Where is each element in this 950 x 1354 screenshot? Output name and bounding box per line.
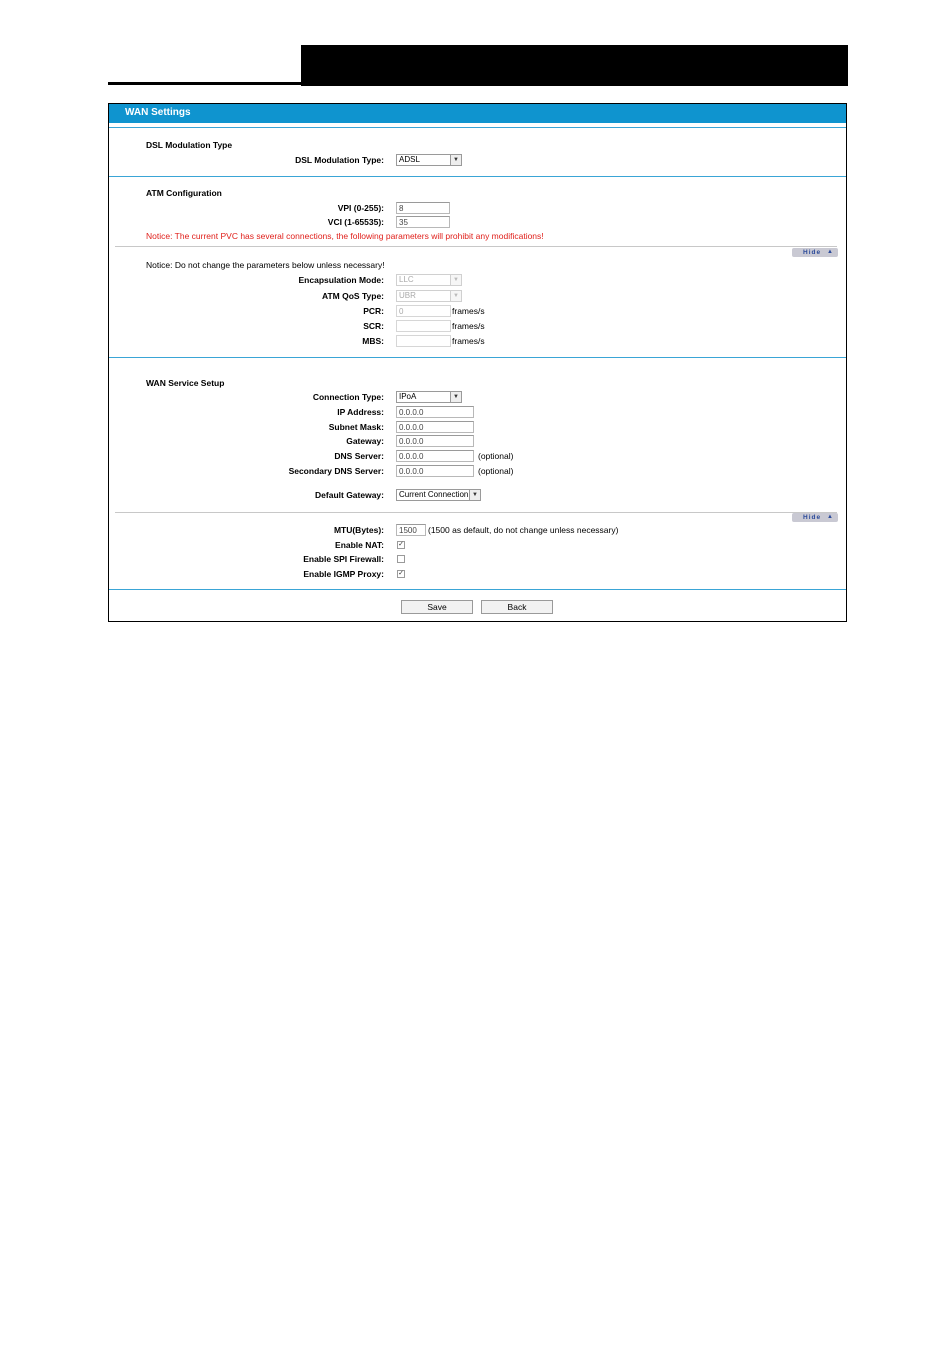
- default-gateway-label: Default Gateway:: [315, 490, 384, 500]
- enable-nat-checkbox[interactable]: [397, 541, 405, 549]
- title-rule: [109, 127, 846, 128]
- pcr-input[interactable]: 0: [396, 305, 451, 317]
- subnet-mask-label: Subnet Mask:: [328, 422, 384, 432]
- atm-qos-value: UBR: [399, 291, 416, 300]
- encapsulation-value: LLC: [399, 275, 414, 284]
- save-button[interactable]: Save: [401, 600, 473, 614]
- connection-type-select[interactable]: [396, 391, 462, 403]
- encapsulation-label: Encapsulation Mode:: [298, 275, 384, 285]
- enable-nat-label: Enable NAT:: [335, 540, 384, 550]
- dsl-modulation-value: ADSL: [399, 155, 420, 164]
- vpi-input[interactable]: 8: [396, 202, 450, 214]
- subsection-separator: [115, 246, 837, 247]
- subsection-separator: [115, 512, 837, 513]
- chevron-up-icon: ▲: [827, 514, 833, 520]
- chevron-down-icon: ▼: [469, 490, 480, 500]
- subnet-mask-input[interactable]: 0.0.0.0: [396, 421, 474, 433]
- atm-qos-label: ATM QoS Type:: [321, 291, 384, 301]
- panel-title: WAN Settings: [109, 104, 846, 123]
- header-bar: [301, 45, 848, 86]
- pcr-unit: frames/s: [452, 306, 485, 316]
- mtu-input[interactable]: 1500: [396, 524, 426, 536]
- secondary-dns-optional-text: (optional): [478, 466, 514, 476]
- atm-section-title: ATM Configuration: [146, 188, 222, 198]
- dsl-modulation-select[interactable]: [396, 154, 462, 166]
- dns-optional-text: (optional): [478, 451, 514, 461]
- checkmark-icon: ✓: [398, 570, 404, 577]
- connection-type-label: Connection Type:: [312, 392, 384, 402]
- gateway-label: Gateway:: [346, 436, 384, 446]
- section-separator: [109, 589, 846, 590]
- enable-igmp-proxy-checkbox[interactable]: [397, 570, 405, 578]
- connection-type-value: IPoA: [399, 392, 417, 401]
- chevron-down-icon: ▼: [450, 275, 461, 285]
- back-button[interactable]: Back: [481, 600, 553, 614]
- pvc-notice: Notice: The current PVC has several connections, the following parameters will prohibit any modifications!: [146, 231, 544, 241]
- vci-input[interactable]: 35: [396, 216, 450, 228]
- vpi-label: VPI (0-255):: [337, 203, 384, 213]
- gateway-input[interactable]: 0.0.0.0: [396, 435, 474, 447]
- hide-button-label: Hide: [803, 514, 822, 521]
- default-gateway-select[interactable]: [396, 489, 481, 501]
- chevron-down-icon: ▼: [450, 392, 461, 402]
- hide-wan-advanced-button[interactable]: [792, 513, 838, 522]
- hide-button-label: Hide: [803, 249, 822, 256]
- dsl-section-title: DSL Modulation Type: [146, 140, 233, 150]
- scr-label: SCR:: [363, 321, 384, 331]
- chevron-down-icon: ▼: [450, 291, 461, 301]
- ip-address-input[interactable]: 0.0.0.0: [396, 406, 474, 418]
- mbs-unit: frames/s: [452, 336, 485, 346]
- hide-atm-advanced-button[interactable]: [792, 248, 838, 257]
- chevron-down-icon: ▼: [450, 155, 461, 165]
- parameters-notice: Notice: Do not change the parameters below unless necessary!: [146, 260, 385, 270]
- scr-input[interactable]: [396, 320, 451, 332]
- section-separator: [109, 357, 846, 358]
- wan-section-title: WAN Service Setup: [146, 378, 225, 388]
- enable-spi-firewall-label: Enable SPI Firewall:: [303, 554, 384, 564]
- pcr-label: PCR:: [363, 306, 384, 316]
- wan-settings-panel: [108, 103, 847, 622]
- default-gateway-value: Current Connection: [399, 490, 469, 499]
- mbs-label: MBS:: [362, 336, 384, 346]
- ip-address-label: IP Address:: [337, 407, 384, 417]
- atm-qos-select[interactable]: [396, 290, 462, 302]
- dns-server-label: DNS Server:: [334, 451, 384, 461]
- vci-label: VCI (1-65535):: [327, 217, 384, 227]
- enable-igmp-proxy-label: Enable IGMP Proxy:: [303, 569, 384, 579]
- checkmark-icon: ✓: [398, 541, 404, 548]
- dsl-modulation-label: DSL Modulation Type:: [295, 155, 384, 165]
- secondary-dns-label: Secondary DNS Server:: [288, 466, 384, 476]
- mtu-hint: (1500 as default, do not change unless necessary): [428, 525, 619, 535]
- mtu-label: MTU(Bytes):: [333, 525, 384, 535]
- scr-unit: frames/s: [452, 321, 485, 331]
- header-underline: [108, 82, 302, 85]
- encapsulation-select[interactable]: [396, 274, 462, 286]
- mbs-input[interactable]: [396, 335, 451, 347]
- enable-spi-firewall-checkbox[interactable]: [397, 555, 405, 563]
- secondary-dns-input[interactable]: 0.0.0.0: [396, 465, 474, 477]
- dns-server-input[interactable]: 0.0.0.0: [396, 450, 474, 462]
- section-separator: [109, 176, 846, 177]
- chevron-up-icon: ▲: [827, 249, 833, 255]
